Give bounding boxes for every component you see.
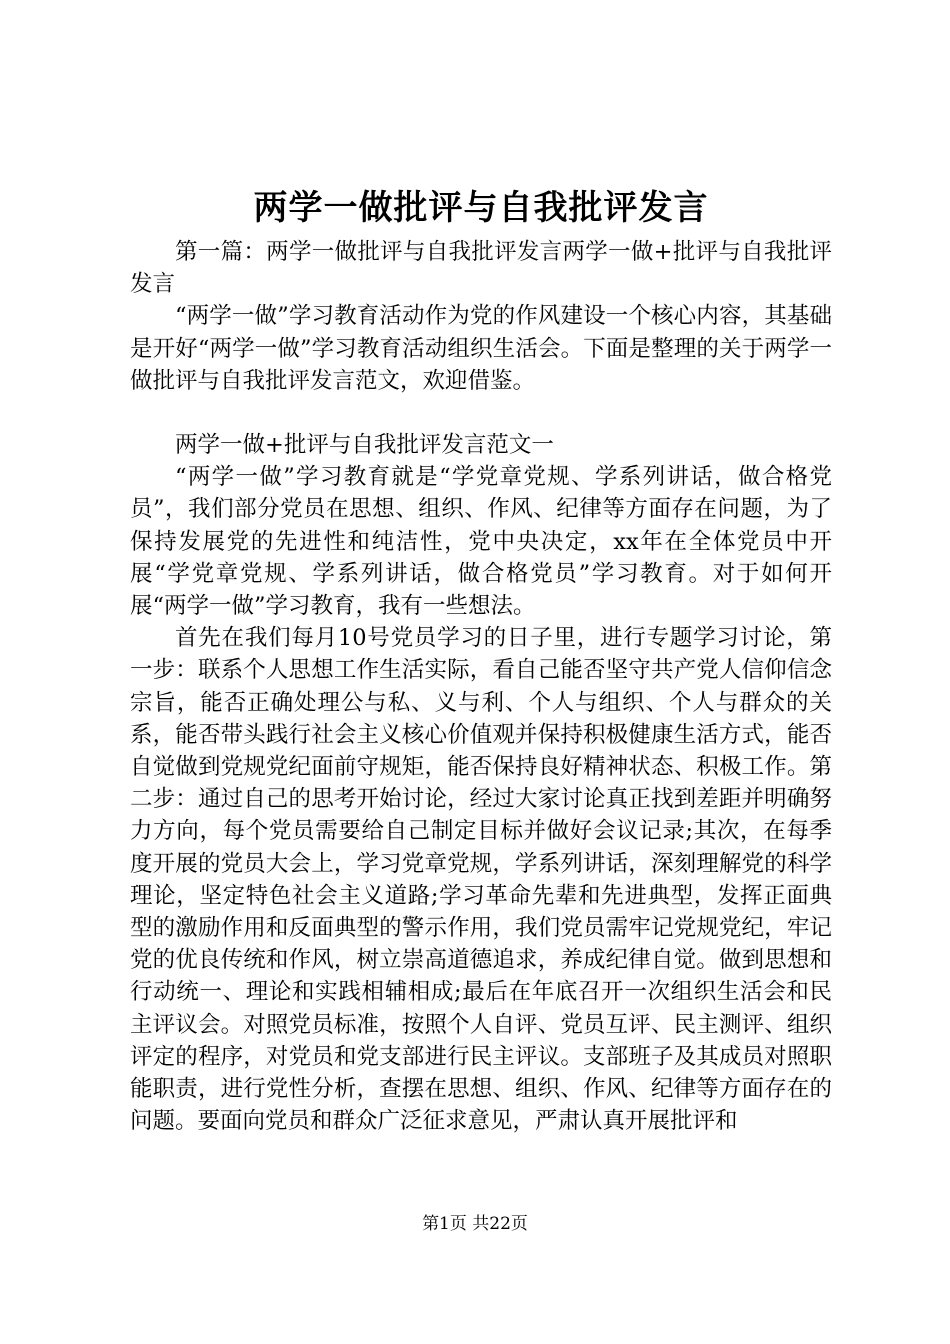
paragraph-sample-heading: 两学一做+批评与自我批评发言范文一 xyxy=(175,432,554,459)
paragraph-intro-heading: 第一篇：两学一做批评与自我批评发言两学一做+批评与自我批评发言 xyxy=(130,239,832,298)
paragraph-introduction: “两学一做”学习教育活动作为党的作风建设一个核心内容，其基础是开好“两学一做”学习教育活动组织生活会。下面是整理的关于两学一做批评与自我批评发言范文，欢迎借鉴。 xyxy=(130,303,832,394)
page-footer: 第1页 共22页 xyxy=(422,1214,528,1234)
document-body xyxy=(130,236,832,1137)
paragraph-body-2: 首先在我们每月10号党员学习的日子里，进行专题学习讨论，第一步：联系个人思想工作生活实际，看自己能否坚守共产党人信仰信念宗旨，能否正确处理公与私、义与利、个人与组织、个人与群众的关系，能否带头践行社会主义核心价值观并保持积极健康生活方式，能否自觉做到党规党纪面前守规矩，能否保持良好精神状态、积极工作。第二步：通过自己的思考开始讨论，经过大家讨论真正找到差距并明确努力方向，每个党员需要给自己制定目标并做好会议记录;其次，在每季度开展的党员大会上，学习党章党规，学系列讲话，深刻理解党的科学理论，坚定特色社会主义道路;学习革命先辈和先进典型，发挥正面典型的激励作用和反面典型的警示作用，我们党员需牢记党规党纪，牢记党的优良传统和作风，树立崇高道德追求，养成纪律自觉。做到思想和行动统一、理论和实践相辅相成;最后在年底召开一次组织生活会和民主评议会。对照党员标准，按照个人自评、党员互评、民主测评、组织评定的程序，对党员和党支部进行民主评议。支部班子及其成员对照职能职责，进行党性分析，查摆在思想、组织、作风、纪律等方面存在的问题。要面向党员和群众广泛征求意见，严肃认真开展批评和 xyxy=(130,625,832,1135)
document-title: 两学一做批评与自我批评发言 xyxy=(253,188,709,228)
paragraph-body-1: “两学一做”学习教育就是“学党章党规、学系列讲话，做合格党员”，我们部分党员在思想、组织、作风、纪律等方面存在问题，为了保持发展党的先进性和纯洁性，党中央决定，xx年在全体党员中开展“学党章党规、学系列讲话，做合格党员”学习教育。对于如何开展“两学一做”学习教育，我有一些想法。 xyxy=(130,464,832,620)
